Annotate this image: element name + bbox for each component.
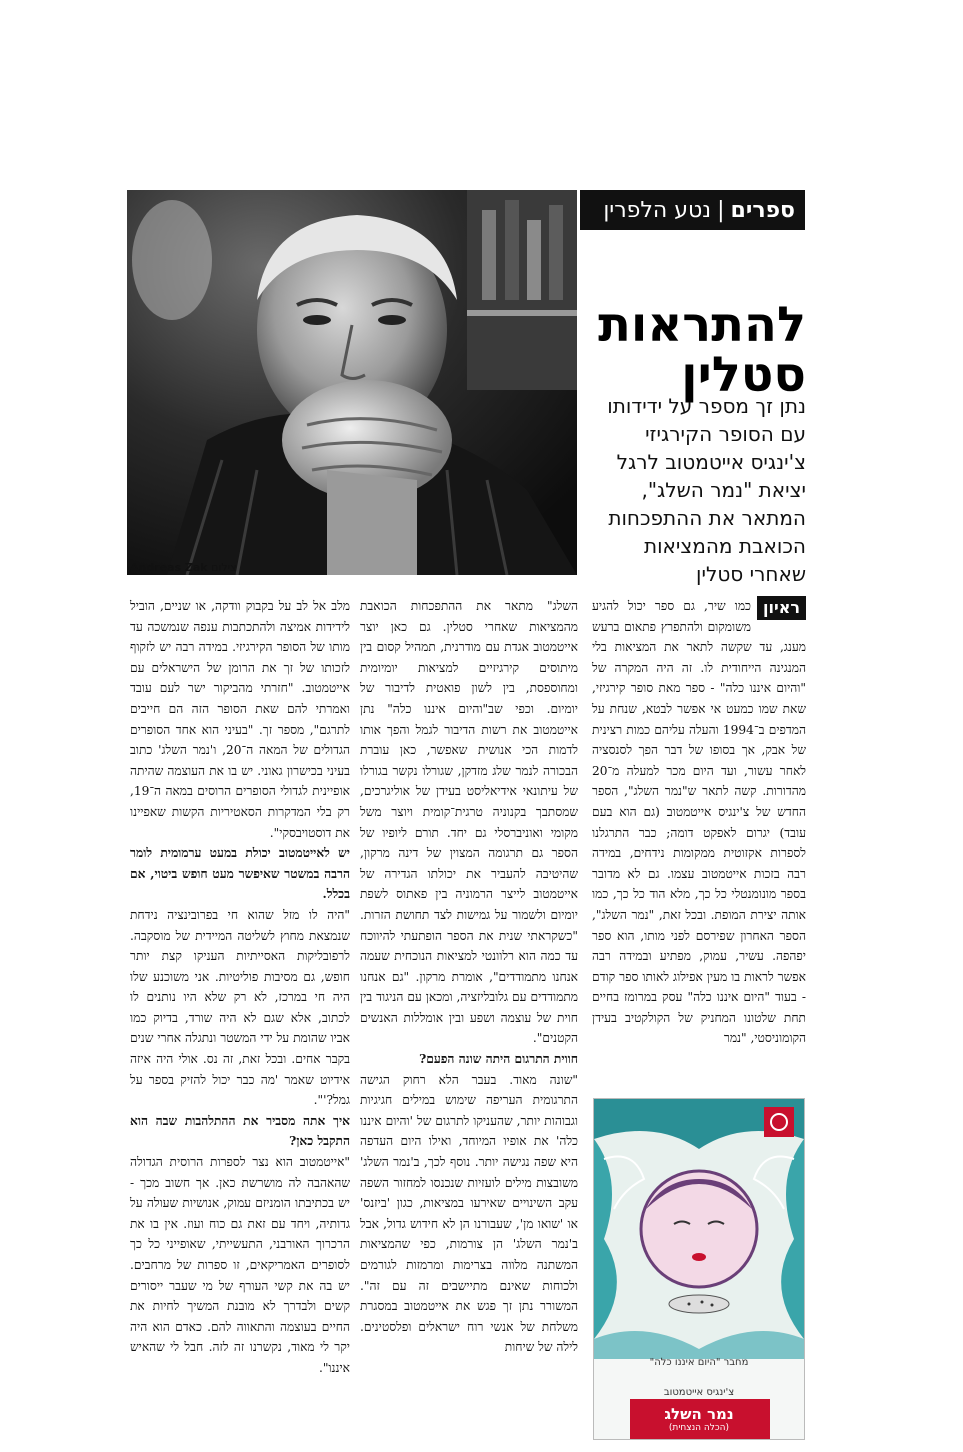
columnist-name: נטע הלפרין [603, 197, 712, 223]
interview-question: יש לאייטמטוב יכולת במעט ערמומית לומר הרבה במשטר שאיפשר מעט חופש ביטוי, אם בכלל. [130, 846, 350, 902]
book-subtitle: (הכלה הנצחית) [668, 1423, 730, 1433]
subhead-line: הכואבת מהמציאות [643, 534, 806, 558]
subhead-line: המתאר את ההתפכחות [608, 506, 806, 530]
subhead-line: צ'ינגיס אייטמטוב לרגל [616, 450, 806, 474]
author-portrait-photo [127, 190, 577, 575]
subhead-line: יציאת "נמר השלג", [641, 478, 806, 502]
interview-question: חווית התרגום היתה שונה הפעם? [419, 1052, 578, 1067]
book-tagline: מחבר "היום איננו כלה" [649, 1357, 749, 1368]
interview-question: איך אתה מסביר את ההתלהבות שבה הוא התקבל כאן? [130, 1113, 350, 1149]
headline-line-2: סטלין [681, 347, 806, 403]
header-separator: | [717, 197, 725, 223]
column-2-text-b: "שונה מאוד. בעבר הלא רחוק הגישה התרגומית העריפה שימוש במילים חגיגיות וגבוהות יותר, שהעניקו לתרגום של 'והיום איננו כלה' את אופיו המיוחד, ואילו היום העדפה היא שפה נגישה יותר. נוסף לכך, ב'נמר השלג' משובצות מילים לועזיות שנכנסו למחזור השפה עקב השינויים שאירעו במציאות, כגון 'ביזנס' או 'שואו מן', שעבורנו הן לא חידוש גדול, אבל ב'נמר השלג' הן צורמות, כפי שהמציאות המשתנה מלווה בצרימות ומרמזות לגורמים ולכוחות שאינם מתיישבים זה עם זה". המשורר נתן זך פגש את אייטמטוב במסגרת משלחת של אנשי רוח ישראלים ופלסטינים. לילה של שיחות [360, 1072, 578, 1355]
interview-badge: ראיון [757, 596, 806, 620]
article-column-3 [130, 596, 350, 1379]
subhead-line: נתן זך מספר על ידידותו [607, 394, 806, 418]
article-column-2 [360, 596, 578, 1358]
article-subhead [584, 392, 806, 588]
article-headline [586, 297, 806, 403]
book-title: נמר השלג [664, 1405, 734, 1423]
section-name: ספרים [730, 197, 795, 223]
subhead-line: עם הסופר הקירגיזי [645, 422, 806, 446]
column-3-text-a: מלב אל לב על בקבוק וודקה, או שניים, הוביל לידידות אמיצה ולהתכתבות ענפה שנמשכה עד מותו של הסופר הקירגיזי. במידה רבה יש לזקוף לזכותו של זך את הרומן של הישראלים עם אייטמטוב. "חזרתי מהביקור ישר לעם עובד ואמרתי להם שאת הסופר הזה הם חייבים לתרגם", מספר זך. "בעיני הוא אחד הסופרים הגדולים של המאה ה־20, ו'נמר השלג' כתוב בעיני בכישרון גאוני. יש בו את העוצמה שהיתה אופיינית לגדולי הסופרים הרוסים במאה ה־19, רק בלי המדקרות הסאטיריות הקשות שאפיינו את דוסטויבסקי". [130, 599, 351, 840]
column-3-text-c: "אייטמטוב הוא נצר לספרות הרוסית הגדולה שהאהבה לה מושרשת כאן. אך חשוב מכך - יש בכתיבתו הומניזם עמוק, אנושיות שעולה על גדותיה, ויחד עם זאת גם כוח ועוז. אין בו את הרכרוך האורבני, התעשייתי, שאופייני כל כך לסופרים האמריקאים, זו ספרות של מרחבים. יש בה את קשי העורף של מי שעבר ייסורים קשים ולבדרך לא מובנת המשיך לחיות את החיים בעוצמה והתאווה להם. כאדם הוא היה יקר לי מאוד, נקשרנו זה לזה. חבל לי שהאיש איננו". [130, 1155, 350, 1375]
subhead-line: שאחרי סטלין [696, 562, 806, 586]
column-3-text-b: "היה לו מזל שהוא חי בפרובינציה נידחת שנמצאת מחוץ לשליטה המיידית של מוסקבה. לרפובליקות האסייתיות העניקו קצת יותר חופש, גם מסיבות פוליטיות. אני משוכנע שלו היה חי במרכז, לא רק שלא היו נותנים לו לכתוב, אלא שגם לא היה שורד, בדיוק כמו אביו שהומת על ידי המשטר ונתגלה אחרי שנים בקבר אחים. ובכל זאת, זה נס. אולי היה איזה אידיוט שאמר 'מה כבר יכול להזיק בספר על גמל?'". [130, 907, 350, 1108]
section-header [580, 190, 805, 230]
book-author: צ'ינגיס אייטמטוב [663, 1387, 735, 1398]
photo-credit [130, 561, 237, 574]
column-2-text: השלג" מתאר את ההתפכחות הכואבת מהמציאות שאחרי סטלין. גם כאן יוצר אייטמטוב אגדת עם מודרנית, תמהיל קסום בין מיתוסים קירגיזיים למציאות יומיומית ומחוספסת, בין לשון פואטית לדיבור של יומיום. וכפי שב"והיום איננו כלה" נתן אייטמטוב את רשות הדיבור לגמל והפך אותו לדמות הכי אנושית שאפשר, כאן עוברת הבכורה לנמר שלג מזדקן, שגורלו נקשר בגורלו של עיתונאי אידיאליסט בעידן של אוליגרכים, שמסתבך בקנוניה טרגית־קומית ויוצר משל מקומי ואוניברסלי גם יחד. תורם ליופיו של הספר גם תרגומה המצוין של דינה מרקון, שהיטיבה להעביר את יכולתו הגדירה של אייטמטוב לייצר הרמוניה בין פאתוס לשפת יומיום ולשמור על גמישות לצד תחושת הזרות. "כשקראתי שנית את הספר הופתעתי להיווכח עד כמה הוא רלוונטי למציאות הנוכחית שעמה אנחנו מתמודדים", אומרת מרקון. "גם אנחנו מתמודדים עם גלובליזציה, ומכאן עם הניגוד בין חוית של עוצמה ושפע ובין אומללות האנשים הקטנים". [360, 599, 578, 1046]
column-1-text: כמו שיר, גם ספר יכול להגיע משומקום ולהתפרץ פתאום ברעש מענג, עד שקשה לתאר את המציאות בלי המנגינה הייחודית לו. זה היה המקרה של "והיום איננו כלה" - ספר מאת סופר קירגיזי, שאת שמו כמעט אי אפשר לבטא, שנחת על המדפים ב־1994 והעלה עליהם כמות רצינית של אבק, אך בסופו של דבר הפך לסנסציה לאחר עשור, ועד היום מכר למעלה מ־20 מהדורות. קשה לתאר ש"נמר השלג", הספר החדש של צ'ינגיס אייטמטוב (גם הוא בעם עובד) יגרום לאפקט דומה; כבר התרגלנו לספרות אקזוטית ממקומות נידחים, במידה רבה בזכות אייטמטוב עצמו. גם לא מדובר בספר מונומנטלי כל כך, מלא הוד כל כך, כמו אותה יצירת המופת. ובכל זאת, "נמר השלג", הספר האחרון שפירסם לפני מותו, הוא ספר יפהפה. עשיר, עמוק, מפתיע ובמידה רבה אפשר לראות בו מעין אפילוג לאותו ספר קודם - בעוד "היום איננו כלה" עסק במרומז בחיים תחת שלטונו המחניק של הקולקטיב בעידן הקומוניסטי, "נמר [592, 599, 806, 1046]
article-column-1 [592, 596, 806, 1049]
portrait-illustration [127, 190, 577, 575]
photo-credit-label: צילום [211, 561, 237, 574]
book-cover-image [593, 1098, 805, 1440]
headline-line-1: להתראות [598, 297, 806, 353]
photo-credit-name: Andreas Zak [130, 561, 208, 574]
